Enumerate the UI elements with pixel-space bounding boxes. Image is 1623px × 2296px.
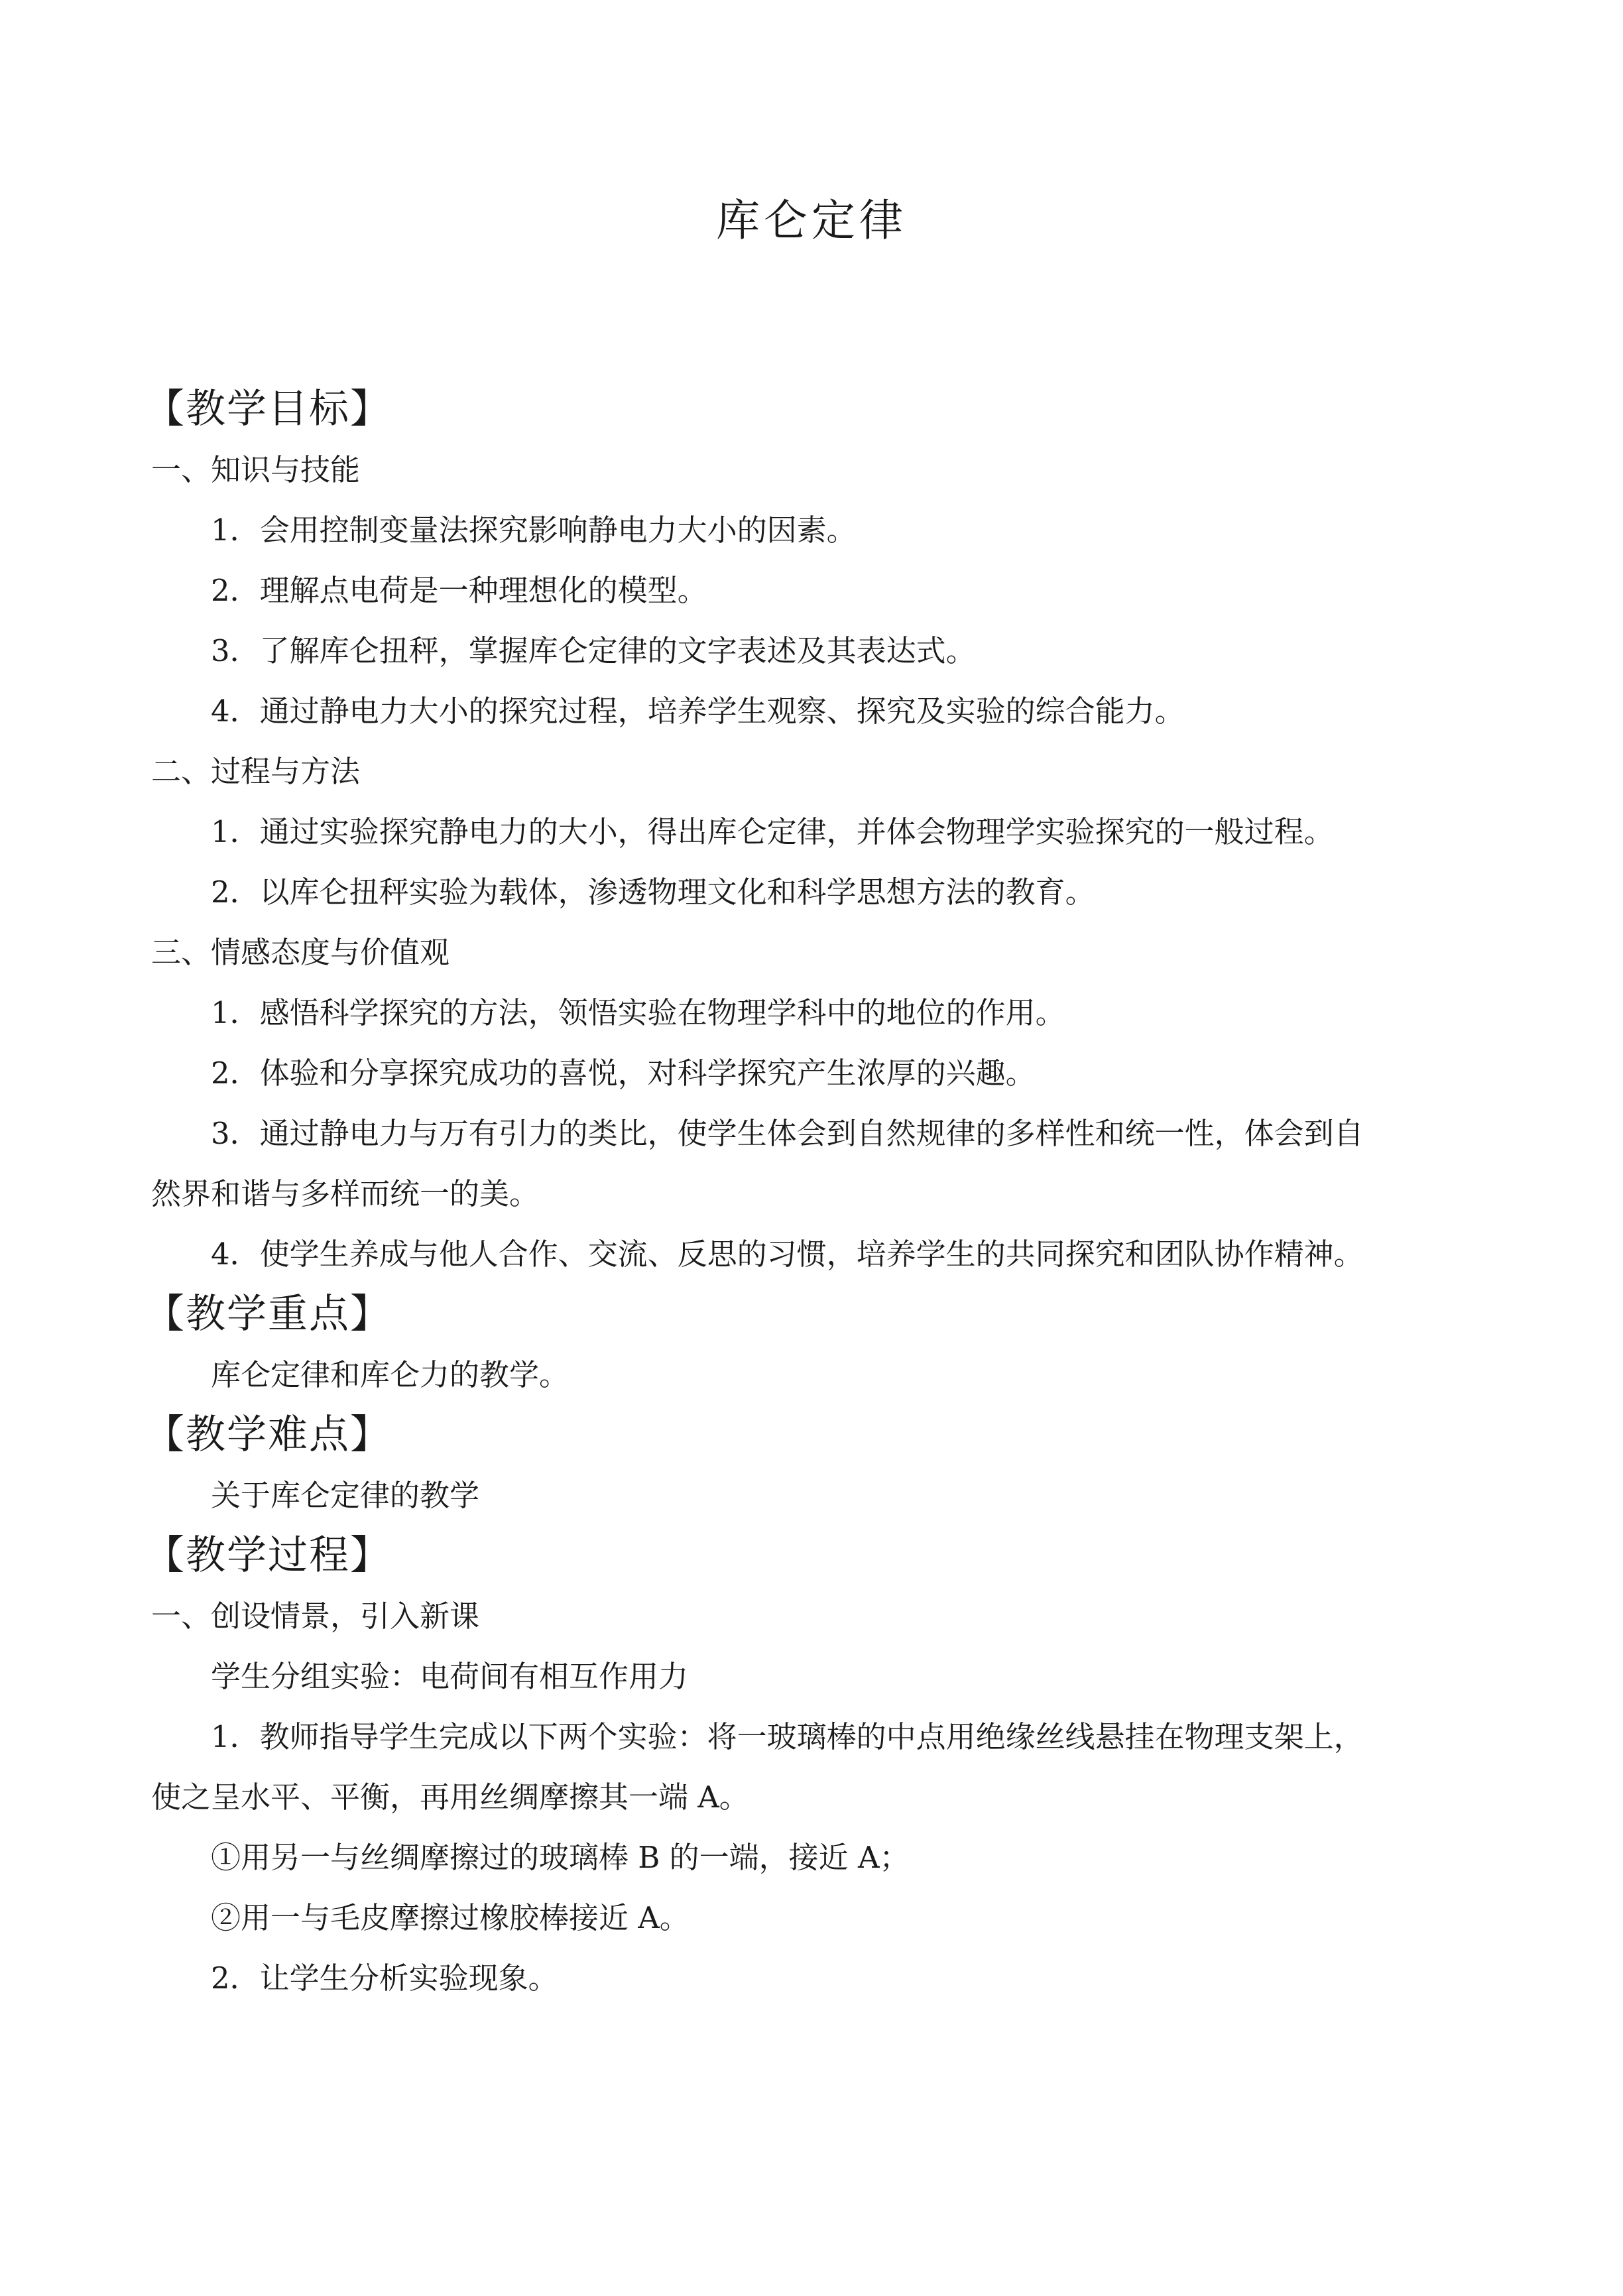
process-item: 1．教师指导学生完成以下两个实验：将一玻璃棒的中点用绝缘丝线悬挂在物理支架上， [211, 1719, 1364, 1754]
emotion-item: 1．感悟科学探究的方法，领悟实验在物理学科中的地位的作用。 [211, 995, 1065, 1030]
difficulties-text: 关于库仑定律的教学 [211, 1478, 480, 1513]
page-title: 库仑定律 [716, 195, 907, 246]
key-points-text: 库仑定律和库仑力的教学。 [211, 1357, 570, 1392]
emotion-item: 4．使学生养成与他人合作、交流、反思的习惯，培养学生的共同探究和团队协作精神。 [211, 1237, 1364, 1272]
objectives-heading: 【教学目标】 [145, 386, 391, 432]
knowledge-item: 2．理解点电荷是一种理想化的模型。 [211, 573, 707, 608]
teaching-process-heading: 【教学过程】 [145, 1532, 391, 1579]
knowledge-item: 1．会用控制变量法探究影响静电力大小的因素。 [211, 513, 857, 548]
emotion-title: 三、情感态度与价值观 [151, 935, 450, 970]
process-method-item: 2．以库仑扭秤实验为载体，渗透物理文化和科学思想方法的教育。 [211, 875, 1095, 910]
difficulties-heading: 【教学难点】 [145, 1412, 391, 1458]
knowledge-item: 4．通过静电力大小的探究过程，培养学生观察、探究及实验的综合能力。 [211, 694, 1185, 729]
process-item: 2．让学生分析实验现象。 [211, 1961, 558, 1996]
process-method-title: 二、过程与方法 [151, 754, 361, 789]
key-points-heading: 【教学重点】 [145, 1291, 391, 1337]
emotion-item: 2．体验和分享探究成功的喜悦，对科学探究产生浓厚的兴趣。 [211, 1056, 1036, 1091]
process-subitem: ①用另一与丝绸摩擦过的玻璃棒 B 的一端，接近 A； [211, 1840, 910, 1875]
emotion-item-continued: 然界和谐与多样而统一的美。 [151, 1176, 540, 1211]
knowledge-title: 一、知识与技能 [151, 452, 361, 487]
document-body [145, 379, 1484, 2008]
process-step-title: 一、创设情景，引入新课 [151, 1599, 480, 1634]
process-subitem: ②用一与毛皮摩擦过橡胶棒接近 A。 [211, 1900, 690, 1935]
process-activity: 学生分组实验：电荷间有相互作用力 [211, 1659, 689, 1694]
process-item-continued: 使之呈水平、平衡，再用丝绸摩擦其一端 A。 [151, 1780, 749, 1815]
process-method-item: 1．通过实验探究静电力的大小，得出库仑定律，并体会物理学实验探究的一般过程。 [211, 814, 1334, 849]
emotion-item: 3．通过静电力与万有引力的类比，使学生体会到自然规律的多样性和统一性，体会到自 [211, 1116, 1364, 1151]
knowledge-item: 3．了解库仑扭秤，掌握库仑定律的文字表述及其表达式。 [211, 633, 976, 668]
